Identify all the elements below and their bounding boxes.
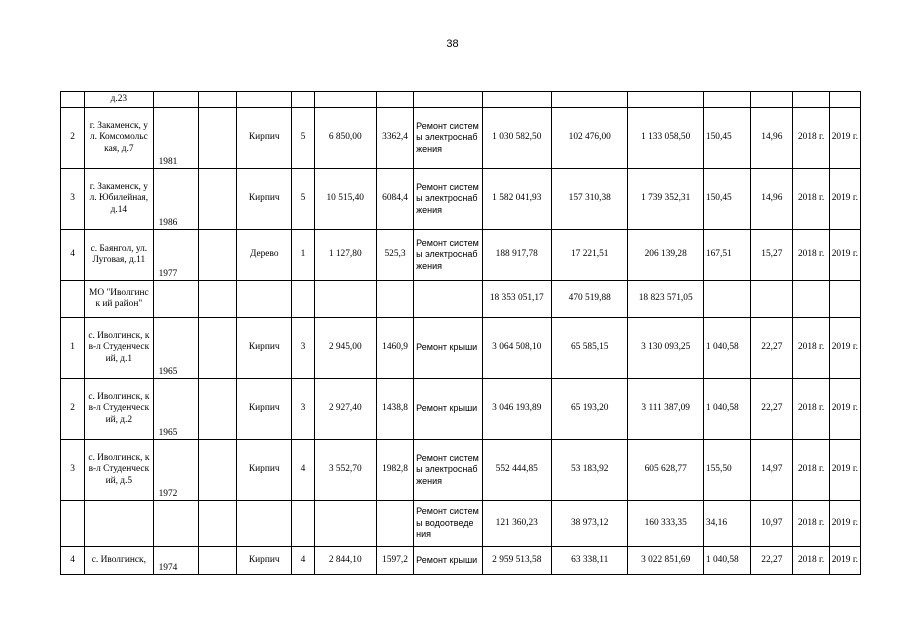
cell-floors: 4 — [292, 440, 314, 501]
cell-work-type: Ремонт крыши — [414, 318, 482, 379]
cell-work-type: Ремонт крыши — [414, 547, 482, 575]
cell-total-area: 2 945,00 — [314, 318, 376, 379]
cell-plan-end: 2019 г. — [829, 501, 860, 547]
cell-wall-material: Кирпич — [237, 318, 292, 379]
cell-floors: 4 — [292, 547, 314, 575]
cell-unit-cost-1 — [703, 281, 750, 318]
table-row — [61, 379, 861, 440]
cell-plan-end — [829, 92, 860, 108]
cell-plan-start — [793, 92, 829, 108]
cell-plan-start — [793, 281, 829, 318]
cell-floors: 3 — [292, 318, 314, 379]
cell-plan-start: 2018 г. — [793, 318, 829, 379]
cell-address: с. Иволгинск, кв-л Студенческ ий, д.2 — [85, 379, 153, 440]
cell-cost-total: 121 360,23 — [482, 501, 551, 547]
cell-total-area: 2 844,10 — [314, 547, 376, 575]
page-number: 38 — [446, 38, 459, 50]
cell-empty-column — [198, 108, 236, 169]
cell-plan-start: 2018 г. — [793, 379, 829, 440]
cell-cost-total: 18 353 051,17 — [482, 281, 551, 318]
cell-plan-end: 2019 г. — [829, 318, 860, 379]
cell-cost-total: 552 444,85 — [482, 440, 551, 501]
cell-build-year: 1981 — [153, 108, 198, 169]
table-row — [61, 92, 861, 108]
cell-unit-cost-1: 1 040,58 — [703, 547, 750, 575]
cell-plan-end: 2019 г. — [829, 108, 860, 169]
cell-unit-cost-2: 15,27 — [751, 230, 793, 281]
cell-cost-total: 1 582 041,93 — [482, 169, 551, 230]
cell-empty-column — [198, 379, 236, 440]
cell-empty-column — [198, 318, 236, 379]
cell-row-number: 2 — [61, 379, 85, 440]
cell-cost-c: 160 333,35 — [628, 501, 703, 547]
cell-plan-end — [829, 281, 860, 318]
cell-floors — [292, 92, 314, 108]
cell-total-area: 6 850,00 — [314, 108, 376, 169]
cell-cost-c: 3 130 093,25 — [628, 318, 703, 379]
cell-cost-total — [482, 92, 551, 108]
cell-wall-material: Кирпич — [237, 169, 292, 230]
cell-cost-c: 206 139,28 — [628, 230, 703, 281]
cell-total-area — [314, 92, 376, 108]
cell-cost-b: 65 585,15 — [551, 318, 627, 379]
cell-cost-b — [551, 92, 627, 108]
cell-plan-end: 2019 г. — [829, 169, 860, 230]
cell-unit-cost-2: 22,27 — [751, 379, 793, 440]
cell-empty-column — [198, 281, 236, 318]
cell-unit-cost-2: 14,97 — [751, 440, 793, 501]
cell-wall-material: Кирпич — [237, 440, 292, 501]
cell-unit-cost-2: 14,96 — [751, 169, 793, 230]
cell-build-year — [153, 281, 198, 318]
cell-cost-c: 3 111 387,09 — [628, 379, 703, 440]
cell-unit-cost-1: 150,45 — [703, 169, 750, 230]
cell-work-type: Ремонт системы электроснаб жения — [414, 108, 482, 169]
cell-row-number — [61, 281, 85, 318]
cell-living-area: 6084,4 — [376, 169, 413, 230]
cell-wall-material: Кирпич — [237, 108, 292, 169]
cell-row-number: 2 — [61, 108, 85, 169]
cell-cost-b: 53 183,92 — [551, 440, 627, 501]
cell-plan-end: 2019 г. — [829, 547, 860, 575]
cell-cost-b: 65 193,20 — [551, 379, 627, 440]
cell-address: г. Закаменск, ул. Юбилейная, д.14 — [85, 169, 153, 230]
cell-cost-c: 1 133 058,50 — [628, 108, 703, 169]
cell-unit-cost-1: 150,45 — [703, 108, 750, 169]
cell-total-area: 1 127,80 — [314, 230, 376, 281]
cell-cost-c: 605 628,77 — [628, 440, 703, 501]
table-row — [61, 501, 861, 547]
cell-cost-c: 1 739 352,31 — [628, 169, 703, 230]
cell-unit-cost-2: 10,97 — [751, 501, 793, 547]
cell-empty-column — [198, 230, 236, 281]
cell-cost-b: 63 338,11 — [551, 547, 627, 575]
cell-empty-column — [198, 169, 236, 230]
cell-work-type: Ремонт системы электроснаб жения — [414, 169, 482, 230]
cell-plan-start: 2018 г. — [793, 108, 829, 169]
cell-work-type: Ремонт системы водоотведе ния — [414, 501, 482, 547]
cell-row-number — [61, 501, 85, 547]
table-row — [61, 169, 861, 230]
cell-cost-b: 470 519,88 — [551, 281, 627, 318]
cell-row-number: 4 — [61, 547, 85, 575]
cell-living-area: 1438,8 — [376, 379, 413, 440]
cell-total-area: 3 552,70 — [314, 440, 376, 501]
cell-address — [85, 501, 153, 547]
cell-floors: 1 — [292, 230, 314, 281]
cell-address: г. Закаменск, ул. Комсомольс кая, д.7 — [85, 108, 153, 169]
table-row — [61, 281, 861, 318]
cell-cost-c: 18 823 571,05 — [628, 281, 703, 318]
cell-build-year — [153, 92, 198, 108]
cell-build-year: 1965 — [153, 379, 198, 440]
cell-living-area — [376, 92, 413, 108]
cell-build-year: 1972 — [153, 440, 198, 501]
cell-wall-material: Кирпич — [237, 379, 292, 440]
cell-cost-total: 2 959 513,58 — [482, 547, 551, 575]
cell-plan-end: 2019 г. — [829, 379, 860, 440]
cell-floors: 5 — [292, 169, 314, 230]
cell-unit-cost-2: 22,27 — [751, 547, 793, 575]
cell-unit-cost-1 — [703, 92, 750, 108]
cell-wall-material — [237, 501, 292, 547]
cell-work-type: Ремонт системы электроснаб жения — [414, 230, 482, 281]
cell-row-number: 3 — [61, 440, 85, 501]
table-row — [61, 318, 861, 379]
cell-empty-column — [198, 92, 236, 108]
cell-living-area: 1460,9 — [376, 318, 413, 379]
cell-cost-c: 3 022 851,69 — [628, 547, 703, 575]
cell-living-area: 3362,4 — [376, 108, 413, 169]
cell-empty-column — [198, 440, 236, 501]
cell-unit-cost-2 — [751, 92, 793, 108]
cell-unit-cost-2: 14,96 — [751, 108, 793, 169]
table-row — [61, 108, 861, 169]
cell-unit-cost-2 — [751, 281, 793, 318]
cell-plan-start: 2018 г. — [793, 230, 829, 281]
table-row — [61, 230, 861, 281]
cell-row-number: 1 — [61, 318, 85, 379]
cell-work-type: Ремонт крыши — [414, 379, 482, 440]
cell-plan-start: 2018 г. — [793, 169, 829, 230]
cell-living-area — [376, 281, 413, 318]
cell-floors — [292, 501, 314, 547]
cell-row-number: 3 — [61, 169, 85, 230]
cell-cost-b: 157 310,38 — [551, 169, 627, 230]
cell-floors: 3 — [292, 379, 314, 440]
cell-address: с. Иволгинск, — [85, 547, 153, 575]
cell-plan-start: 2018 г. — [793, 501, 829, 547]
cell-plan-start: 2018 г. — [793, 547, 829, 575]
cell-cost-b: 102 476,00 — [551, 108, 627, 169]
cell-address: с. Иволгинск, кв-л Студенческ ий, д.5 — [85, 440, 153, 501]
cell-unit-cost-2: 22,27 — [751, 318, 793, 379]
cell-build-year: 1986 — [153, 169, 198, 230]
cell-total-area — [314, 501, 376, 547]
cell-row-number — [61, 92, 85, 108]
cell-total-area: 10 515,40 — [314, 169, 376, 230]
cell-unit-cost-1: 34,16 — [703, 501, 750, 547]
cell-living-area: 525,3 — [376, 230, 413, 281]
cell-work-type — [414, 281, 482, 318]
cell-address: МО "Иволгинск ий район" — [85, 281, 153, 318]
cell-row-number: 4 — [61, 230, 85, 281]
cell-build-year: 1977 — [153, 230, 198, 281]
cell-build-year — [153, 501, 198, 547]
cell-cost-total: 3 046 193,89 — [482, 379, 551, 440]
cell-build-year: 1965 — [153, 318, 198, 379]
cell-wall-material — [237, 92, 292, 108]
cell-address: с. Иволгинск, кв-л Студенческ ий, д.1 — [85, 318, 153, 379]
cell-unit-cost-1: 1 040,58 — [703, 318, 750, 379]
table-row — [61, 547, 861, 575]
cell-empty-column — [198, 547, 236, 575]
cell-cost-c — [628, 92, 703, 108]
cell-work-type — [414, 92, 482, 108]
cell-living-area: 1597,2 — [376, 547, 413, 575]
cell-total-area — [314, 281, 376, 318]
cell-cost-total: 1 030 582,50 — [482, 108, 551, 169]
cell-cost-b: 38 973,12 — [551, 501, 627, 547]
cell-build-year: 1974 — [153, 547, 198, 575]
cell-address: д.23 — [85, 92, 153, 108]
cell-unit-cost-1: 155,50 — [703, 440, 750, 501]
cell-empty-column — [198, 501, 236, 547]
cell-wall-material: Кирпич — [237, 547, 292, 575]
cell-living-area — [376, 501, 413, 547]
cell-work-type: Ремонт системы электроснаб жения — [414, 440, 482, 501]
cell-cost-total: 3 064 508,10 — [482, 318, 551, 379]
cell-cost-b: 17 221,51 — [551, 230, 627, 281]
cell-floors: 5 — [292, 108, 314, 169]
cell-plan-end: 2019 г. — [829, 440, 860, 501]
repair-program-table — [60, 91, 861, 575]
cell-unit-cost-1: 1 040,58 — [703, 379, 750, 440]
cell-floors — [292, 281, 314, 318]
cell-plan-end: 2019 г. — [829, 230, 860, 281]
cell-wall-material: Дерево — [237, 230, 292, 281]
table-row — [61, 440, 861, 501]
cell-cost-total: 188 917,78 — [482, 230, 551, 281]
cell-unit-cost-1: 167,51 — [703, 230, 750, 281]
cell-total-area: 2 927,40 — [314, 379, 376, 440]
cell-plan-start: 2018 г. — [793, 440, 829, 501]
cell-living-area: 1982,8 — [376, 440, 413, 501]
cell-wall-material — [237, 281, 292, 318]
cell-address: с. Баянгол, ул. Луговая, д.11 — [85, 230, 153, 281]
